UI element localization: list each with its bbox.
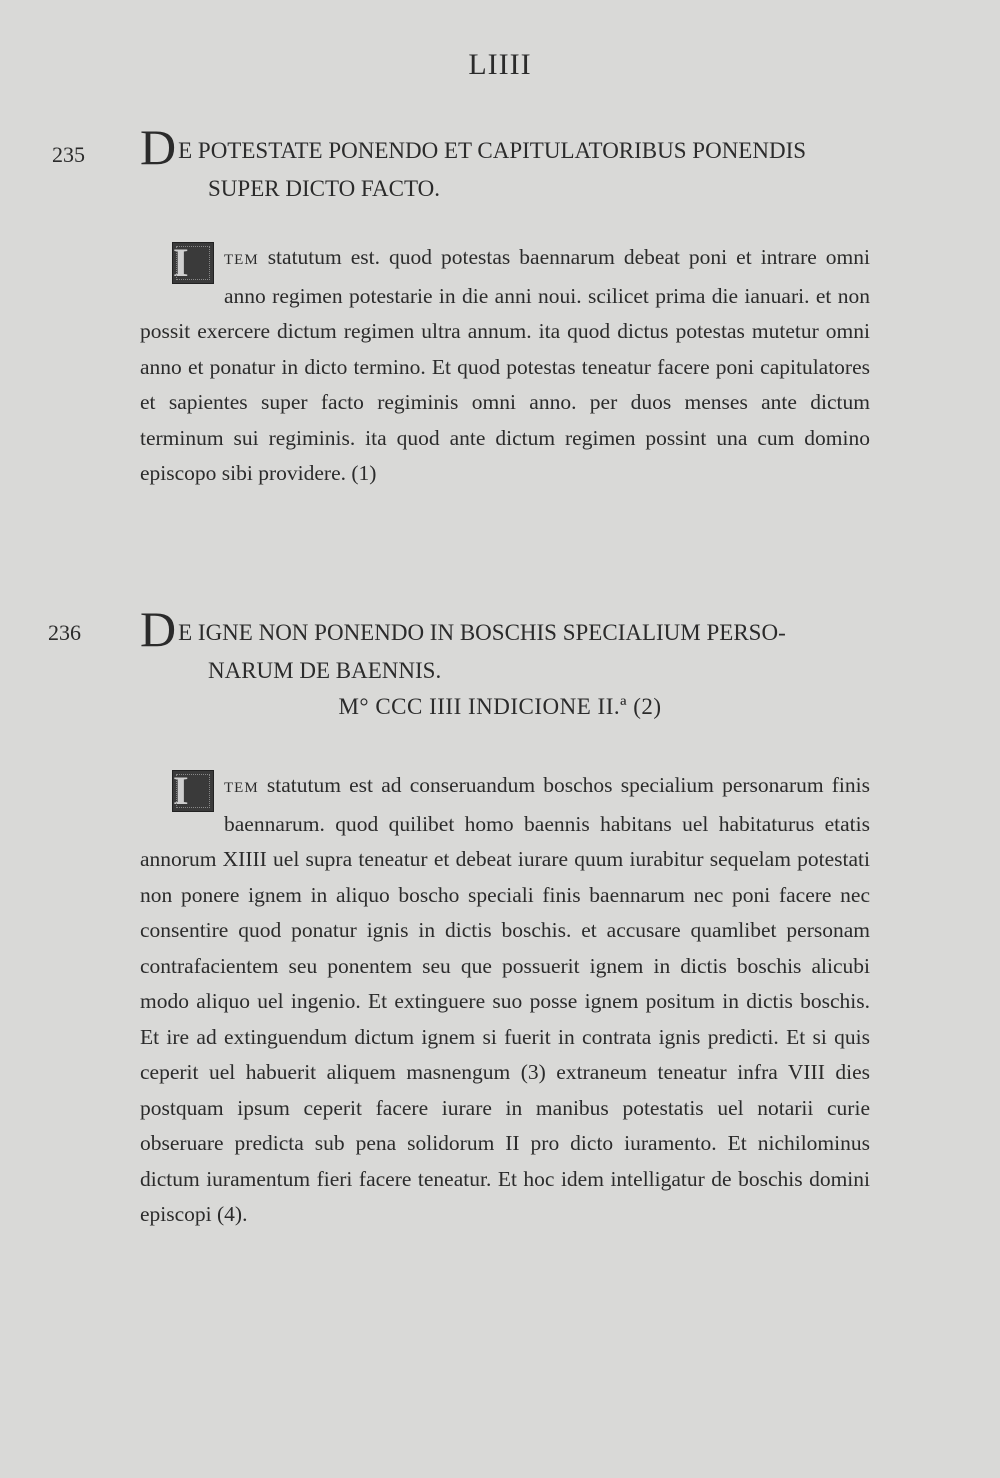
dateline: M° CCC IIII INDICIONE II.ª (2) <box>338 694 662 719</box>
heading-line-2: NARUM DE BAENNIS. <box>208 658 442 683</box>
decorated-initial: I <box>172 770 214 812</box>
body-text: statutum est ad conseruandum boschos specialium personarum finis baennarum. quod quilibet homo baennis habitans uel habitaturus etatis annorum XIIII uel supra teneatur et debeat iurare quum iurabitur sequelam potestati non ponere ignem in aliquo boscho speciali finis baennarum nec poni facere nec consentire quod ponatur ignis in dictis boschis. et accusare quamlibet personam contrafacientem seu ponentem seu que possuerit ignem in dictis boschis alicubi modo aliquo uel ingenio. Et extinguere suo posse ignem positum in dictis boschis. Et ire ad extinguendum dictum ignem si fuerit in contrata ignis predicti. Et si quis ceperit uel habuerit aliquem masnengum (3) extraneum teneatur infra VIII dies postquam ipsum ceperit facere iurare in manibus potestatis uel notarii curie obseruare predicta sub pena solidorum II pro dicto iuramento. Et nichilominus dictum iuramentum fieri facere teneatur. Et hoc idem intelligatur de boschis domini episcopi (4). <box>140 773 870 1226</box>
heading-line-1 <box>140 601 880 657</box>
section-number: 235 <box>52 142 85 167</box>
page-folio: LIIII <box>468 48 532 81</box>
heading-text: E POTESTATE PONENDO ET CAPITULATORIBUS PONENDIS <box>178 138 807 163</box>
first-word: TEM <box>224 780 259 796</box>
heading-initial: D <box>140 601 177 657</box>
decorated-initial: I <box>172 242 214 284</box>
heading-line-2: SUPER DICTO FACTO. <box>208 176 440 201</box>
body-text: statutum est. quod potestas baennarum debeat poni et intrare omni anno regimen potestarie in die anni noui. scilicet prima die ianuari. et non possit exercere dictum regimen ultra annum. ita quod dictus potestas mutetur omni anno et ponatur in dicto termino. Et quod potestas teneatur facere poni capitulatores et sapientes super facto regiminis omni anno. per duos menses ante dictum terminum sui regiminis. ita quod ante dictum regimen possint una cum domino episcopo sibi providere. (1) <box>140 245 870 485</box>
heading-initial: D <box>140 119 177 175</box>
section-heading <box>140 601 880 688</box>
heading-text: E IGNE NON PONENDO IN BOSCHIS SPECIALIUM PERSO- <box>178 620 786 645</box>
first-word: TEM <box>224 252 259 268</box>
section-heading <box>140 119 880 206</box>
heading-line-1 <box>140 119 880 175</box>
section-body <box>140 240 870 492</box>
section-number: 236 <box>48 620 81 645</box>
section-body <box>140 768 870 1233</box>
